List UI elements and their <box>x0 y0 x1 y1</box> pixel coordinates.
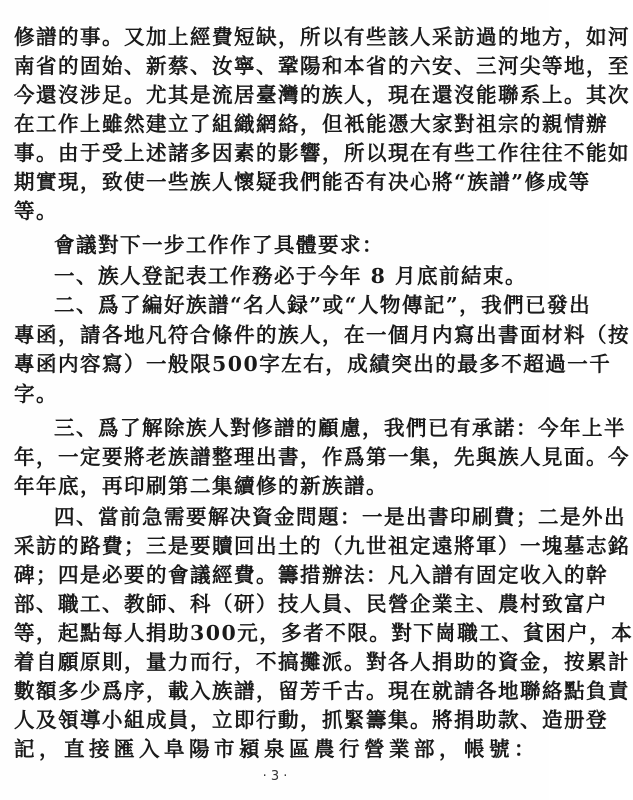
text-line-16: 年年底，再印刷第二集續修的新族譜。 <box>14 474 388 498</box>
text-line-10: 二、爲了編好族譜“名人録”或“人物傳記”，我們已發出 <box>54 293 592 317</box>
text-line-12: 專函内容寫）一般限500字左右，成績突出的最多不超過一千 <box>14 352 612 376</box>
text-line-19: 碑；四是必要的會議經費。籌措辦法：凡入譜有固定收入的幹 <box>14 563 608 587</box>
text-line-6: 期實現，致使一些族人懷疑我們能否有决心將“族譜”修成等 <box>14 170 591 194</box>
page-number: · 3 · <box>262 769 288 784</box>
text-line-18: 采訪的路費；三是要贖回出土的（九世祖定遠將軍）一塊墓志銘 <box>14 534 630 558</box>
text-line-24: 人及領導小組成員，立即行動，抓緊籌集。將捐助款、造册登 <box>14 708 608 732</box>
text-line-17: 四、當前急需要解决資金問題：一是出書印刷費；二是外出 <box>54 505 626 529</box>
text-line-14: 三、爲了解除族人對修譜的顧慮，我們已有承諾：今年上半 <box>54 416 626 440</box>
text-line-4: 在工作上雖然建立了組織網絡，但衹能憑大家對祖宗的親情辦 <box>14 112 608 136</box>
text-line-15: 年，一定要將老族譜整理出書，作爲第一集，先與族人見面。今 <box>14 445 630 469</box>
text-line-7: 等。 <box>14 199 58 223</box>
text-line-2: 南省的固始、新蔡、汝寧、鞏陽和本省的六安、三河尖等地，至 <box>14 54 630 78</box>
text-line-25: 記，直接匯入阜陽市潁泉區農行營業部，帳號： <box>14 737 536 761</box>
text-line-23: 數額多少爲序，載入族譜，留芳千古。現在就請各地聯絡點負責 <box>14 679 630 703</box>
text-line-21: 等，起點每人捐助300元，多者不限。對下崗職工、貧困户，本 <box>14 621 633 645</box>
text-line-1: 修譜的事。又加上經費短缺，所以有些該人采訪過的地方，如河 <box>14 25 630 49</box>
text-line-22: 着自願原則，量力而行，不搞攤派。對各人捐助的資金，按累計 <box>14 650 630 674</box>
text-line-8: 會議對下一步工作作了具體要求： <box>54 233 384 257</box>
text-line-13: 字。 <box>14 382 58 406</box>
text-line-3: 今還沒涉足。尤其是流居臺灣的族人，現在還沒能聯系上。其次 <box>14 83 630 107</box>
text-line-20: 部、職工、教師、科（研）技人員、民營企業主、農村致富户 <box>14 592 608 616</box>
text-line-9: 一、族人登記表工作務必于今年 8 月底前結束。 <box>54 264 528 288</box>
text-line-5: 事。由于受上述諸多因素的影響，所以現在有些工作往往不能如 <box>14 141 630 165</box>
text-line-11: 專函，請各地凡符合條件的族人，在一個月内寫出書面材料（按 <box>14 323 630 347</box>
